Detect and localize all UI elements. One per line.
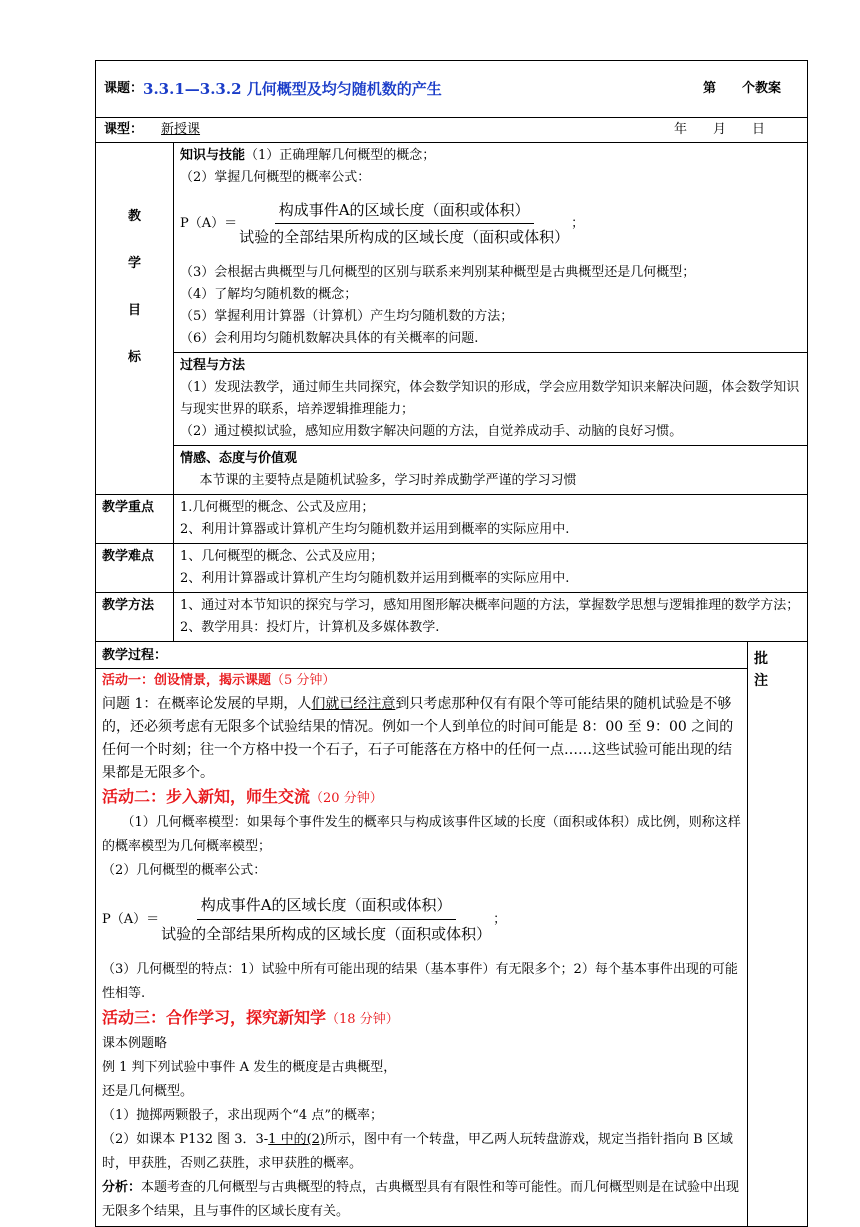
side-char-3: 目: [127, 303, 141, 318]
type-value: 新授课: [161, 122, 201, 137]
type-label: 课型：: [104, 122, 144, 137]
process-2: （2）通过模拟试验，感知应用数字解决问题的方法，自觉养成动手、动脑的良好习惯。: [180, 424, 683, 439]
activity-3-l5: （2）如课本 P132 图 3．3-1 中的(2)所示，图中有一个转盘，甲乙两人玩转盘游戏，规定当指针指向 B 区域时，甲获胜，否则乙获胜，求甲获胜的概率。: [102, 1132, 733, 1171]
methods-row: [96, 593, 808, 642]
date-field: 年 月 日: [674, 122, 766, 137]
title-label: 课题：: [104, 81, 144, 96]
process-label: 教学过程：: [102, 648, 168, 663]
activity-3-analysis: 分析：本题考查的几何概型与古典概型的特点，古典概型具有有限性和等可能性。而几何概型则是在试验中出现无限多个结果，且与事件的区域长度有关。: [102, 1180, 740, 1219]
activity-2-p1: （1）几何概率模型：如果每个事件发生的概率只与构成该事件区域的长度（面积或体积）成比例，则称这样的概率模型为几何概率模型；: [102, 815, 741, 854]
lesson-title: 3.3.1—3.3.2 几何概型及均匀随机数的产生: [143, 80, 442, 98]
activity-3-l3: 还是几何概型。: [102, 1084, 194, 1099]
plan-number: 第 个教案: [703, 81, 782, 96]
knowledge-2: （2）掌握几何概型的概率公式：: [180, 170, 371, 185]
probability-formula: [180, 199, 801, 248]
knowledge-4: （4）了解均匀随机数的概念；: [180, 287, 358, 302]
objectives-process-row: [96, 353, 808, 446]
knowledge-heading: 知识与技能: [180, 148, 246, 163]
formula2-lhs: P（A）＝: [102, 911, 160, 927]
difficulty-1: 1、几何概型的概念、公式及应用；: [180, 549, 384, 564]
objectives-knowledge-row: [96, 143, 808, 353]
formula-lhs: P（A）＝: [180, 215, 238, 231]
knowledge-5: （5）掌握利用计算器（计算机）产生均匀随机数的方法；: [180, 309, 514, 324]
formula-numerator: 构成事件A的区域长度（面积或体积）: [275, 199, 534, 224]
objectives-emotion-row: [96, 446, 808, 495]
activity-1-text: 问题 1：在概率论发展的早期，人们就已经注意到只考虑那种仅有有限个等可能结果的随机试验是不够的，还必须考虑有无限多个试验结果的情况。例如一个人到单位的时间可能是 8：00 至 9：00 之间的任何一个时刻；往一个方格中投一个石子，石子可能落在方格中的任何一点……这些试验可能出现的结果都是无限多个。: [102, 696, 734, 781]
activity-3-time: （18 分钟）: [326, 1012, 399, 1027]
activity-2-p3: （3）几何概型的特点：1）试验中所有可能出现的结果（基本事件）有无限多个；2）每个基本事件出现的可能性相等.: [102, 962, 738, 1001]
key-point-1: 1.几何概型的概念、公式及应用；: [180, 500, 375, 515]
side-char-2: 学: [127, 256, 141, 271]
probability-formula-2: [102, 893, 741, 946]
knowledge-3: （3）会根据古典概型与几何概型的区别与联系来判别某种概型是古典概型还是几何概型；: [180, 265, 696, 280]
lesson-type-row: [96, 118, 808, 143]
side-char-1: 教: [127, 209, 141, 224]
title-row: [96, 61, 808, 118]
key-point-2: 2、利用计算器或计算机产生均匀随机数并运用到概率的实际应用中.: [180, 522, 570, 537]
knowledge-6: （6）会利用均匀随机数解决具体的有关概率的问题.: [180, 331, 479, 346]
difficulties-label: 教学难点: [96, 544, 174, 593]
emotion-heading: 情感、态度与价值观: [180, 451, 298, 466]
lesson-plan-page: [95, 60, 807, 1227]
activity-3-l1: 课本例题略: [102, 1036, 168, 1051]
formula-denominator: 试验的全部结果所构成的区域长度（面积或体积）: [239, 228, 570, 246]
formula2-end: ；: [493, 911, 507, 927]
side-char-4: 标: [127, 350, 141, 365]
activity-1-time: （5 分钟）: [271, 673, 336, 688]
formula2-denominator: 试验的全部结果所构成的区域长度（面积或体积）: [161, 925, 492, 943]
process-heading: 过程与方法: [180, 358, 246, 373]
teaching-process-row: [96, 642, 808, 1227]
difficulty-2: 2、利用计算器或计算机产生均匀随机数并运用到概率的实际应用中.: [180, 571, 570, 586]
key-points-label: 教学重点: [96, 495, 174, 544]
formula2-numerator: 构成事件A的区域长度（面积或体积）: [197, 893, 456, 920]
annotation-label: 批注: [754, 651, 768, 689]
activity-3-l2: 例 1 判下列试验中事件 A 发生的概度是古典概型，: [102, 1060, 397, 1075]
key-points-row: [96, 495, 808, 544]
objectives-side-label: [96, 143, 174, 495]
lesson-plan-table: [95, 60, 808, 1227]
activity-2-p2: （2）几何概型的概率公式：: [102, 863, 267, 878]
emotion-1: 本节课的主要特点是随机试验多，学习时养成勤学严谨的学习习惯: [199, 473, 577, 488]
difficulties-row: [96, 544, 808, 593]
activity-3-title: 活动三：合作学习，探究新知学: [102, 1008, 327, 1027]
activity-2-time: （20 分钟）: [310, 791, 383, 806]
activity-2-title: 活动二：步入新知，师生交流: [102, 787, 311, 806]
annotation-column: [748, 642, 808, 1227]
knowledge-1: （1）正确理解几何概型的概念；: [245, 148, 436, 163]
formula-end: ；: [571, 215, 585, 231]
activity-1-title: 活动一：创设情景，揭示课题: [102, 673, 272, 688]
process-1: （1）发现法教学，通过师生共同探究，体会数学知识的形成，学会应用数学知识来解决问题，体会数学知识与现实世界的联系，培养逻辑推理能力；: [180, 380, 800, 417]
methods-label: 教学方法: [96, 593, 174, 642]
activity-3-l4: （1）抛掷两颗骰子，求出现两个“4 点”的概率；: [102, 1108, 383, 1123]
methods-text: 1、通过对本节知识的探究与学习，感知用图形解决概率问题的方法，掌握数学思想与逻辑推理的数学方法；2、教学用具：投灯片，计算机及多媒体教学.: [174, 593, 808, 642]
